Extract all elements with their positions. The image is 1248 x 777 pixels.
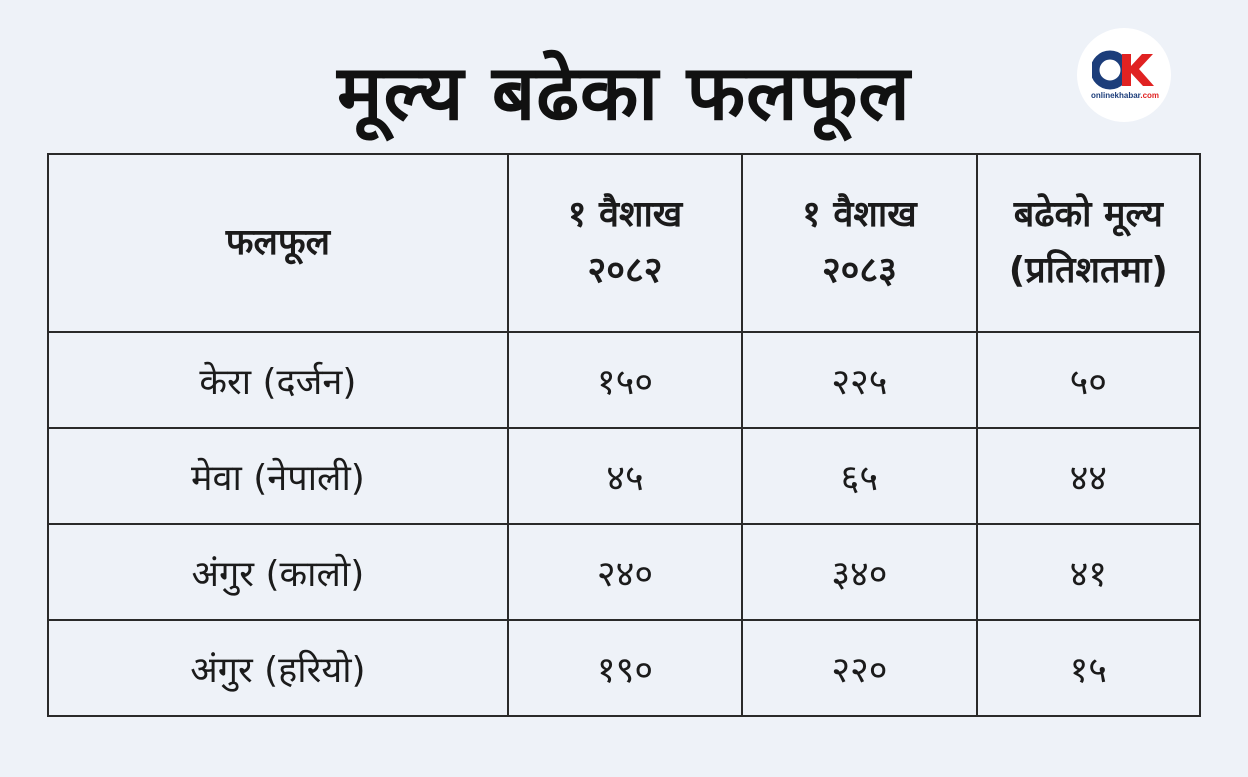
ok-logo-icon xyxy=(1092,50,1156,90)
onlinekhabar-logo[interactable] xyxy=(1077,28,1171,122)
cell-price-2083: ३४० xyxy=(742,524,976,620)
cell-fruit: मेवा (नेपाली) xyxy=(48,428,508,524)
header-increase-line1: बढेको मूल्य xyxy=(1013,194,1163,235)
header-increase-line2: (प्रतिशतमा) xyxy=(1008,250,1168,291)
fruit-price-table xyxy=(47,153,1201,717)
header-date-2083 xyxy=(742,154,976,332)
cell-increase: १५ xyxy=(977,620,1200,716)
cell-price-2083: ६५ xyxy=(742,428,976,524)
table-row xyxy=(48,524,1200,620)
cell-fruit: अंगुर (हरियो) xyxy=(48,620,508,716)
header-fruit xyxy=(48,154,508,332)
cell-price-2082: १९० xyxy=(508,620,742,716)
cell-price-2083: २२५ xyxy=(742,332,976,428)
cell-price-2082: १५० xyxy=(508,332,742,428)
page-title: मूल्य बढेका फलफूल xyxy=(337,48,911,137)
cell-increase: ४४ xyxy=(977,428,1200,524)
header-date-2083-line2: २०८३ xyxy=(821,250,897,291)
table-row xyxy=(48,620,1200,716)
header-fruit-label: फलफूल xyxy=(225,222,331,263)
table-row xyxy=(48,332,1200,428)
logo-wordmark xyxy=(1089,91,1161,100)
cell-fruit: केरा (दर्जन) xyxy=(48,332,508,428)
cell-fruit: अंगुर (कालो) xyxy=(48,524,508,620)
table-row xyxy=(48,428,1200,524)
logo-wordmark-main: onlinekhabar xyxy=(1090,91,1141,100)
header-increase-percent xyxy=(977,154,1200,332)
header-date-2082-line1: १ वैशाख xyxy=(567,194,683,235)
logo-wordmark-suffix: .com xyxy=(1140,91,1160,100)
header-date-2082-line2: २०८२ xyxy=(587,250,663,291)
cell-price-2083: २२० xyxy=(742,620,976,716)
table-header-row xyxy=(48,154,1200,332)
cell-price-2082: ४५ xyxy=(508,428,742,524)
cell-increase: ४१ xyxy=(977,524,1200,620)
header-date-2082 xyxy=(508,154,742,332)
cell-increase: ५० xyxy=(977,332,1200,428)
header-date-2083-line1: १ वैशाख xyxy=(802,194,917,235)
cell-price-2082: २४० xyxy=(508,524,742,620)
